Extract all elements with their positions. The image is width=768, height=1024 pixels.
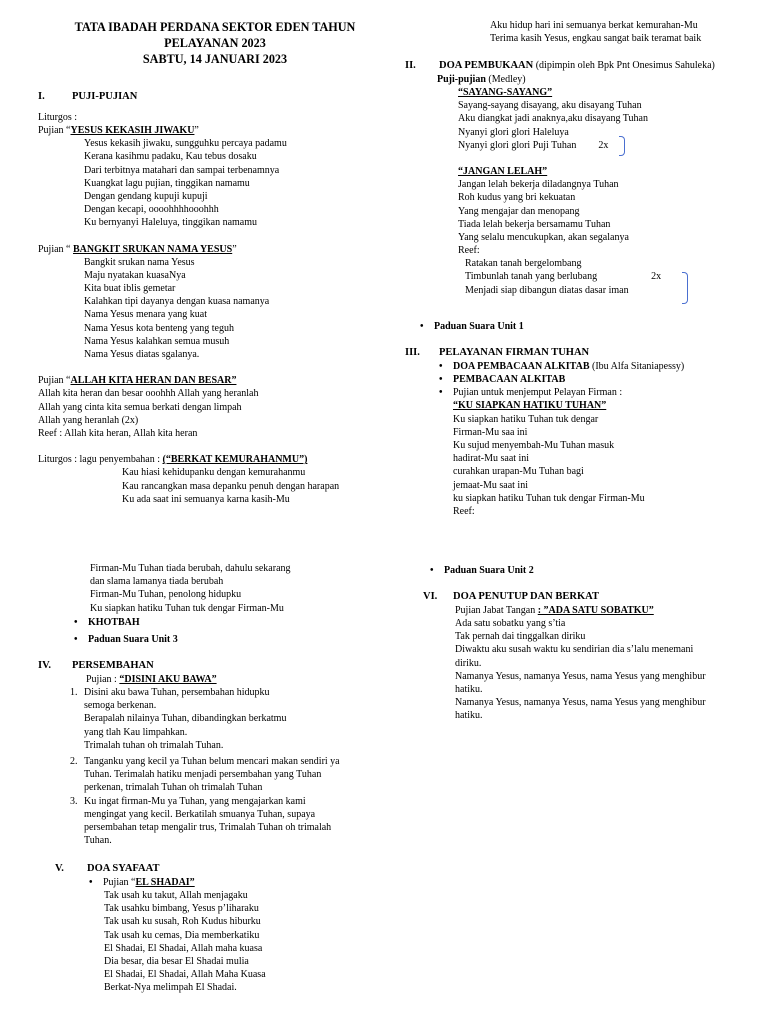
section-5 (55, 862, 385, 995)
text-line: • KHOTBAH (74, 616, 140, 629)
text-line: jemaat-Mu saat ini (453, 479, 528, 491)
section-heading (405, 59, 760, 73)
section-heading (38, 659, 383, 673)
text-line: El Shadai, El Shadai, Allah Maha Kuasa (104, 969, 266, 981)
text-line: Maju nyatakan kuasaNya (84, 269, 186, 281)
song-heading (55, 876, 385, 889)
section-1 (38, 90, 383, 506)
text-line: Berapalah nilainya Tuhan, dibandingkan berkatmu (84, 713, 287, 725)
song-lyrics (38, 387, 383, 440)
text-line: Pujian Jabat Tangan (455, 604, 538, 616)
text-line: persembahan tetap mengalir trus, Trimalah Tuhan oh trimalah (84, 821, 332, 833)
song-title: “SAYANG-SAYANG” (458, 87, 553, 99)
list-item (439, 373, 760, 386)
text-line: (“BERKAT KEMURAHANMU”) (162, 454, 308, 466)
song-title: “JANGAN LELAH” (458, 165, 548, 177)
text-line: Ku ingat firman-Mu ya Tuhan, yang mengajarkan kami (84, 795, 306, 807)
text-line: II. (405, 60, 416, 71)
text-line: hatiku. (455, 683, 483, 695)
song-heading (455, 604, 763, 617)
text-line: Reef : Allah kita heran, Allah kita heran (38, 427, 198, 439)
text-line: Puji-pujian (437, 73, 486, 85)
text-line: Yang mengajar dan menopang (458, 205, 580, 217)
paduan-suara-3 (74, 633, 178, 646)
text-line: • Paduan Suara Unit 3 (74, 633, 178, 646)
section-heading (38, 90, 383, 104)
song-heading (38, 673, 383, 686)
repeat-brace (619, 136, 625, 156)
song-heading (38, 453, 383, 466)
text-line: III. (405, 347, 420, 358)
text-line: PERSEMBAHAN (72, 660, 154, 671)
title-line: PELAYANAN 2023 (164, 35, 266, 50)
section-heading (55, 862, 385, 876)
text-line: Ku siapkan hatiku Tuhan tuk dengar Firman-Mu (90, 602, 284, 614)
text-line: diriku. (455, 657, 482, 669)
text-line: Kau hiasi kehidupanku dengan kemurahanmu (122, 467, 306, 479)
text-line: Dengan kecapi, oooohhhhooohhh (84, 204, 219, 216)
text-line: Pujian untuk menjemput Pelayan Firman : (453, 387, 623, 399)
text-line: Dengan gendang kupuji kupuji (84, 190, 208, 202)
song-continuation (490, 19, 760, 45)
text-line: (Medley) (485, 73, 526, 85)
text-line: Pujian “ (38, 125, 71, 137)
text-line: Tak usah ku takut, Allah menjagaku (104, 890, 248, 902)
paduan-suara-1 (420, 320, 524, 333)
text-line: Allah kita heran dan besar ooohhh Allah yang heranlah (38, 388, 259, 400)
text-line: hadirat-Mu saat ini (453, 453, 530, 465)
medley-label (405, 73, 760, 86)
text-line: V. (55, 863, 64, 874)
song-lyrics (38, 466, 383, 506)
text-line: Nama Yesus menara yang kuat (84, 309, 208, 321)
song-lyrics (439, 399, 760, 518)
text-line: Jangan lelah bekerja diladangnya Tuhan (458, 179, 619, 191)
text-line: DOA PEMBACAAN ALKITAB (453, 360, 590, 372)
song-heading (38, 124, 383, 137)
text-line: Tanganku yang kecil ya Tuhan belum mencari makan sendiri ya (84, 755, 340, 767)
text-line: DOA PEMBUKAAN (439, 60, 534, 71)
text-line: Diwaktu aku susah waktu ku sendirian dia s’lalu menemani (455, 644, 694, 656)
text-line: Kau rancangkan masa depanku penuh dengan harapan (122, 480, 340, 492)
text-line: Reef: (453, 505, 475, 517)
text-line: Disini aku bawa Tuhan, persembahan hidupku (84, 687, 270, 699)
text-line: : ”ADA SATU SOBATKU” (537, 604, 654, 616)
text-line: Roh kudus yang bri kekuatan (458, 192, 576, 204)
text-line: Nama Yesus diatas sgalanya. (84, 349, 200, 361)
text-line: Liturgos : lagu penyembahan : (38, 454, 163, 466)
title-line: SABTU, 14 JANUARI 2023 (142, 51, 288, 66)
text-line: Trimalah tuhan oh trimalah Tuhan. (84, 739, 224, 751)
text-line: DOA PENUTUP DAN BERKAT (453, 591, 599, 602)
text-line: Bangkit srukan nama Yesus (84, 256, 195, 268)
list-item (70, 686, 383, 699)
text-line: 3. (70, 795, 78, 807)
repeat-mark: 2x (598, 139, 609, 151)
khotbah-item (74, 616, 140, 629)
text-line: • Paduan Suara Unit 2 (430, 564, 534, 577)
section-3 (405, 346, 760, 518)
text-line: Pujian “ (38, 243, 73, 255)
text-line: Reef: (458, 245, 480, 257)
repeat-brace (682, 272, 688, 304)
text-line: Firman-Mu Tuhan, penolong hidupku (90, 589, 242, 601)
text-line: I. (38, 91, 45, 102)
medley-songs (405, 86, 760, 297)
song-lyrics (38, 137, 383, 229)
text-line: Pujian : (86, 673, 120, 685)
text-line: Pujian “ (38, 375, 71, 387)
section-2 (405, 59, 760, 297)
text-line: Berkat-Nya melimpah El Shadai. (104, 982, 237, 994)
firman-continuation (90, 562, 380, 615)
text-line: “DISINI AKU BAWA” (119, 673, 217, 685)
text-line: (dipimpin oleh Bpk Pnt Onesimus Sahuleka) (533, 60, 715, 71)
text-line: Tiada lelah bekerja bersamamu Tuhan (458, 218, 611, 230)
text-line: Ku siapkan hatiku Tuhan tuk dengar (453, 413, 599, 425)
text-line: Menjadi siap dibangun diatas dasar iman (465, 284, 629, 296)
text-line: Kita buat iblis gemetar (84, 283, 176, 295)
text-line: El Shadai, El Shadai, Allah maha kuasa (104, 942, 263, 954)
song-title: “KU SIAPKAN HATIKU TUHAN” (453, 400, 607, 412)
list-item (439, 360, 760, 373)
text-line: Terima kasih Yesus, engkau sangat baik teramat baik (490, 33, 702, 45)
text-line: Allah yang heranlah (2x) (38, 414, 139, 426)
text-line: Tuhan. (84, 835, 112, 847)
section-4 (38, 659, 383, 847)
repeat-mark: 2x (651, 271, 662, 283)
text-line: dan slama lamanya tiada berubah (90, 576, 224, 588)
text-line: Dia besar, dia besar El Shadai mulia (104, 955, 249, 967)
text-line: semoga berkenan. (84, 700, 157, 712)
text-line: Firman-Mu Tuhan tiada berubah, dahulu sekarang (90, 563, 291, 574)
text-line: hatiku. (455, 710, 483, 722)
offering-list (38, 686, 383, 847)
lyric-repeat-line (458, 139, 760, 152)
text-line: Nama Yesus kota benteng yang teguh (84, 322, 234, 334)
text-line: IV. (38, 660, 51, 671)
text-line: Ku bernyanyi Haleluya, tinggikan namamu (84, 217, 258, 229)
text-line: VI. (423, 591, 438, 602)
list-item (70, 755, 383, 768)
doc-title (40, 20, 390, 68)
text-line: Tak usah ku cemas, Dia memberkatiku (104, 929, 260, 941)
paduan-suara-2 (430, 564, 534, 577)
text-line: Nama Yesus kalahkan semua musuh (84, 335, 230, 347)
section-6 (423, 590, 763, 723)
text-line: curahkan urapan-Mu Tuhan bagi (453, 466, 584, 478)
text-line: ALLAH KITA HERAN DAN BESAR” (70, 375, 237, 387)
text-line: Yesus kekasih jiwaku, sungguhku percaya padamu (84, 138, 287, 150)
text-line: PUJI-PUJIAN (72, 91, 138, 102)
song-lyrics (38, 256, 383, 362)
text-line: 2. (70, 755, 78, 767)
text-line: Tak pernah dai tinggalkan diriku (455, 631, 586, 643)
text-line: ” (232, 243, 237, 255)
text-line: Namanya Yesus, namanya Yesus, nama Yesus yang menghibur (455, 670, 706, 682)
text-line: • Paduan Suara Unit 1 (420, 320, 524, 333)
text-line: Aku hidup hari ini semuanya berkat kemurahan-Mu (490, 20, 698, 31)
text-line: YESUS KEKASIH JIWAKU (70, 125, 195, 137)
text-line: BANGKIT SRUKAN NAMA YESUS (73, 243, 233, 255)
text-line: Tuhan. Terimalah hatiku menjadi persembahan yang Tuhan (84, 769, 322, 781)
section-heading (423, 590, 763, 604)
text-line: Ku ada saat ini semuanya karna kasih-Mu (122, 493, 290, 505)
text-line: Ku sujud menyembah-Mu Tuhan masuk (453, 439, 615, 451)
list-item (439, 386, 760, 399)
text-line: DOA SYAFAAT (87, 863, 160, 874)
text-line: Kerana kasihmu padaku, Kau tebus dosaku (84, 151, 257, 163)
text-line: Ratakan tanah bergelombang (465, 258, 582, 270)
text-line: Nyanyi glori glori Haleluya (458, 126, 569, 138)
text-line: Yang selalu mencukupkan, akan segalanya (458, 231, 629, 243)
text-line: Kalahkan tipi dayanya dengan kuasa namanya (84, 296, 270, 308)
text-line: EL SHADAI” (135, 876, 195, 888)
text-line: Dari terbitnya matahari dan sampai terbenamnya (84, 164, 280, 176)
song-lyrics (55, 889, 385, 995)
text-line: ” (194, 125, 199, 137)
text-line: (Ibu Alfa Sitaniapessy) (589, 360, 685, 372)
section-heading (405, 346, 760, 360)
liturgos-label: Liturgos : (38, 111, 77, 123)
text-line: yang tlah Kau limpahkan. (84, 726, 188, 738)
text-line: Namanya Yesus, namanya Yesus, nama Yesus yang menghibur (455, 697, 706, 709)
lyric-repeat-line (465, 270, 760, 283)
list-item (70, 795, 383, 808)
title-line: TATA IBADAH PERDANA SEKTOR EDEN TAHUN (74, 20, 356, 34)
text-line: Pujian “ (103, 876, 136, 888)
text-line: Firman-Mu saa ini (453, 426, 528, 438)
text-line: Kuangkat lagu pujian, tinggikan namamu (84, 177, 250, 189)
text-line: ku siapkan hatiku Tuhan tuk dengar Firman-Mu (453, 492, 645, 504)
text-line: Ada satu sobatku yang s’tia (455, 618, 566, 630)
text-line: PEMBACAAN ALKITAB (453, 374, 566, 386)
text-line: 1. (70, 687, 78, 699)
text-line: mengingat yang kecil. Berkatilah smuanya Tuhan, supaya (84, 808, 316, 820)
text-line: Sayang-sayang disayang, aku disayang Tuhan (458, 100, 642, 112)
text-line: Aku diangkat jadi anaknya,aku disayang Tuhan (458, 113, 648, 125)
song-heading (38, 243, 383, 256)
song-heading (38, 374, 383, 387)
text-line: perkenan, trimalah Tuhan oh trimalah Tuhan (84, 782, 263, 794)
text-line: Allah yang cinta kita semua berkati dengan limpah (38, 401, 242, 413)
text-line: Timbunlah tanah yang berlubang (465, 271, 598, 283)
text-line: Tak usahku bimbang, Yesus p’liharaku (104, 903, 259, 915)
text-line: PELAYANAN FIRMAN TUHAN (439, 347, 590, 358)
text-line: Nyanyi glori glori Puji Tuhan (458, 139, 577, 151)
text-line: Tak usah ku susah, Roh Kudus hiburku (104, 916, 261, 928)
